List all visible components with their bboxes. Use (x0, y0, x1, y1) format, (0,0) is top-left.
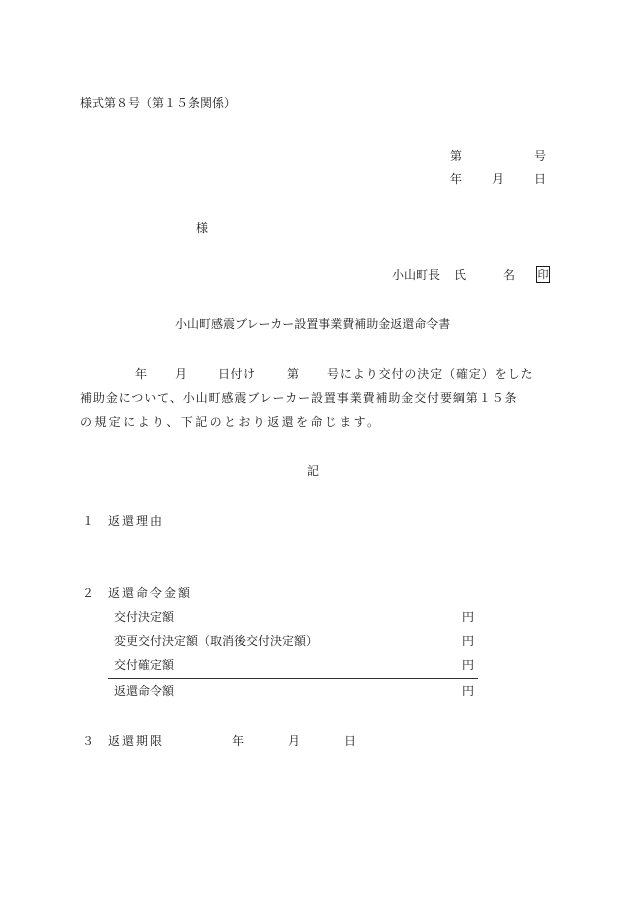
issuer-title: 小山町長 (392, 268, 441, 282)
issuer-name-label-2: 名 (503, 268, 516, 282)
body-year: 年 (135, 367, 148, 381)
row-grant-decision-label: 交付決定額 (114, 610, 175, 624)
row-changed-grant-label: 変更交付決定額（取消後交付決定額） (114, 634, 319, 648)
section-3-label: 返還期限 (108, 734, 165, 748)
body-line-3: の規定により、下記のとおり返還を命じます。 (80, 415, 382, 429)
body-line1-rest: 号により交付の決定（確定）をした (327, 367, 534, 381)
section-1-label: 返還理由 (108, 514, 165, 528)
section-2-number: ２ (82, 586, 95, 600)
row-changed-grant-unit: 円 (462, 634, 475, 648)
body-line-2: 補助金について、小山町感震ブレーカー設置事業費補助金交付要綱第１５条 (80, 391, 518, 405)
form-label: 様式第８号（第１５条関係） (80, 96, 237, 110)
seal-mark (536, 266, 550, 283)
document-title: 小山町感震ブレーカー設置事業費補助金返還命令書 (175, 317, 451, 331)
ki-heading: 記 (307, 464, 320, 478)
row-grant-confirmed-label: 交付確定額 (114, 658, 175, 672)
deadline-month: 月 (288, 734, 301, 748)
document-number-suffix: 号 (534, 149, 547, 163)
row-grant-decision-unit: 円 (462, 610, 475, 624)
deadline-day: 日 (344, 734, 357, 748)
row-grant-confirmed-unit: 円 (462, 658, 475, 672)
body-number-prefix: 第 (287, 367, 300, 381)
section-1-number: １ (82, 514, 95, 528)
addressee-suffix: 様 (196, 221, 209, 235)
body-month: 月 (175, 367, 188, 381)
seal-text: 印 (537, 268, 549, 281)
body-day-dated: 日付け (218, 367, 256, 381)
document-number-prefix: 第 (450, 149, 463, 163)
section-3-number: ３ (82, 734, 95, 748)
date-day: 日 (534, 172, 547, 186)
issuer-name-label-1: 氏 (454, 268, 467, 282)
section-2-label: 返還命令金額 (108, 586, 193, 600)
amount-separator-line (108, 678, 478, 679)
deadline-year: 年 (232, 734, 245, 748)
row-return-order-unit: 円 (462, 684, 475, 698)
date-month: 月 (492, 172, 505, 186)
date-year: 年 (450, 172, 463, 186)
row-return-order-label: 返還命令額 (114, 684, 175, 698)
